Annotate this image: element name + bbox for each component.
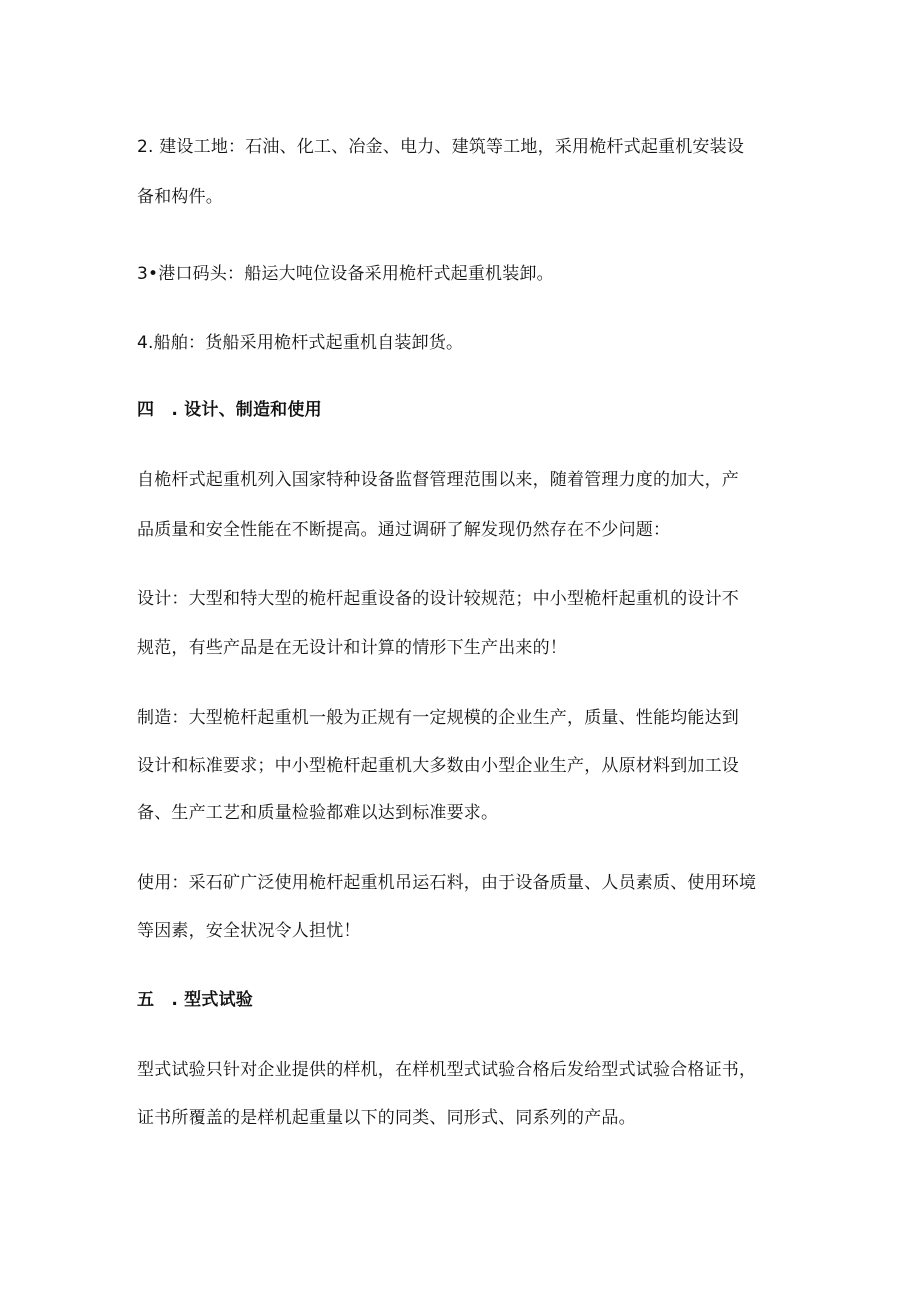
paragraph-line: 3•港口码头：船运大吨位设备采用桅杆式起重机装卸。 <box>137 264 554 284</box>
section-heading: 五 . 型式试验 <box>137 990 253 1010</box>
paragraph-line: 规范，有些产品是在无设计和计算的情形下生产出来的！ <box>137 638 567 658</box>
paragraph-line: 型式试验只针对企业提供的样机，在样机型式试验合格后发给型式试验合格证书， <box>137 1060 757 1080</box>
section-heading: 四 . 设计、制造和使用 <box>137 400 322 420</box>
paragraph-line: 备和构件。 <box>137 187 223 207</box>
paragraph-line: 品质量和安全性能在不断提高。通过调研了解发现仍然存在不少问题： <box>137 520 671 540</box>
paragraph-line: 证书所覆盖的是样机起重量以下的同类、同形式、同系列的产品。 <box>137 1108 636 1128</box>
paragraph-line: 等因素，安全状况令人担忧！ <box>137 921 361 941</box>
paragraph-line: 制造：大型桅杆起重机一般为正规有一定规模的企业生产，质量、性能均能达到 <box>137 708 739 728</box>
paragraph-line: 自桅杆式起重机列入国家特种设备监督管理范围以来，随着管理力度的加大，产 <box>137 470 739 490</box>
paragraph-line: 2. 建设工地：石油、化工、冶金、电力、建筑等工地，采用桅杆式起重机安装设 <box>137 137 745 157</box>
paragraph-line: 备、生产工艺和质量检验都难以达到标准要求。 <box>137 803 499 823</box>
paragraph-line: 使用：采石矿广泛使用桅杆起重机吊运石料，由于设备质量、人员素质、使用环境 <box>137 873 757 893</box>
paragraph-line: 4.船舶：货船采用桅杆式起重机自装卸货。 <box>137 333 464 353</box>
paragraph-line: 设计和标准要求；中小型桅杆起重机大多数由小型企业生产，从原材料到加工设 <box>137 756 739 776</box>
paragraph-line: 设计：大型和特大型的桅杆起重设备的设计较规范；中小型桅杆起重机的设计不 <box>137 589 739 609</box>
